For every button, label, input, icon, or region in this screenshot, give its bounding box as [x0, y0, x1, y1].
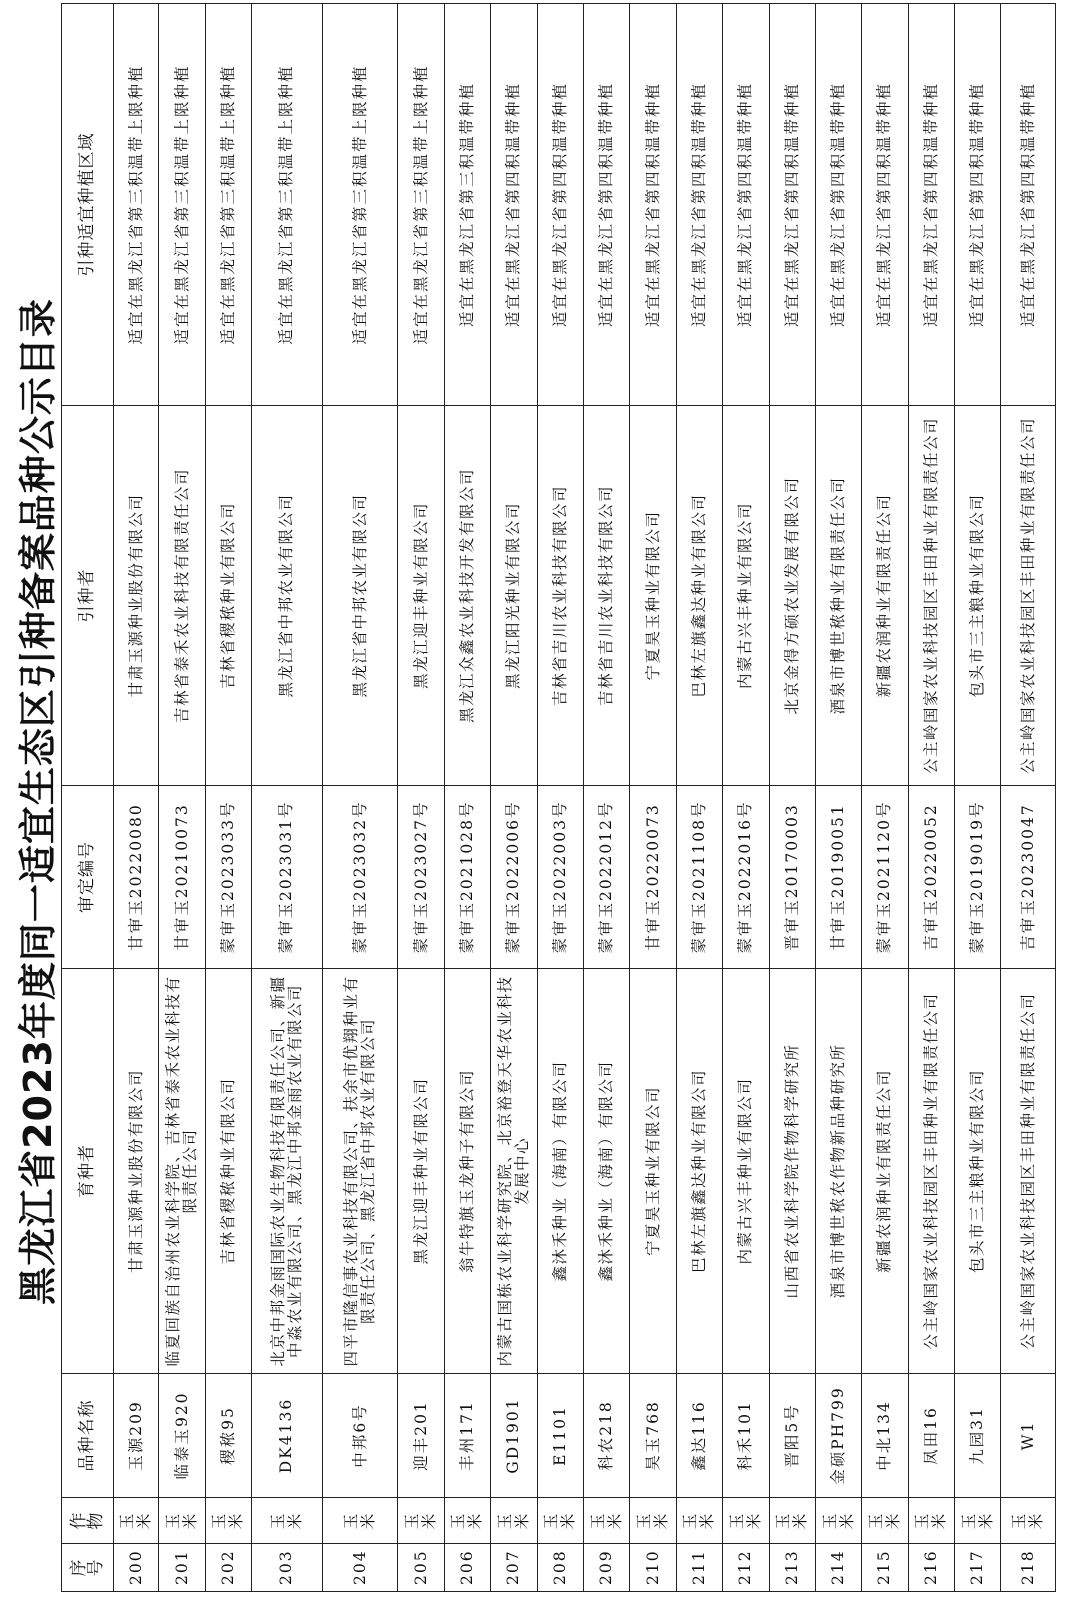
cell-cert: 蒙审玉2022003号	[537, 786, 583, 969]
cell-breeder: 四平市隆信事农业科技有限公司、扶余市优翔种业有限责任公司、黑龙江省中邦农业有限公司	[322, 969, 398, 1374]
cell-introducer: 黑龙江迎丰种业有限公司	[398, 406, 444, 786]
cell-cert: 蒙审玉2021108号	[676, 786, 722, 969]
page-title: 黑龙江省2023年度同一适宜生态区引种备案品种公示目录	[15, 297, 60, 1305]
cell-crop: 玉米	[205, 1498, 251, 1544]
cell-region: 适宜在黑龙江省第四积温带种植	[537, 4, 583, 406]
cell-no: 216	[908, 1544, 954, 1592]
cell-breeder: 鑫沐禾种业（海南）有限公司	[537, 969, 583, 1374]
cell-crop: 玉米	[955, 1498, 1001, 1544]
cell-introducer: 黑龙江阳光种业有限公司	[491, 406, 537, 786]
cell-region: 适宜在黑龙江省第四积温带种植	[862, 4, 908, 406]
cell-cert: 吉审玉20230047	[1001, 786, 1056, 969]
cell-introducer: 新疆农润种业有限责任公司	[862, 406, 908, 786]
cell-cert: 蒙审玉2022012号	[583, 786, 629, 969]
cell-breeder: 宁夏昊玉种业有限公司	[630, 969, 676, 1374]
rotated-table-container	[61, 4, 1056, 1592]
cell-no: 218	[1001, 1544, 1056, 1592]
table-row	[908, 4, 954, 1592]
cell-cert: 蒙审玉2022006号	[491, 786, 537, 969]
cell-crop: 玉米	[1001, 1498, 1056, 1544]
cell-variety: 金硕PH799	[815, 1374, 861, 1498]
cell-cert: 蒙审玉2019019号	[955, 786, 1001, 969]
cell-variety: 稷秾95	[205, 1374, 251, 1498]
cell-breeder: 内蒙古国栋农业科学研究院、北京裕登天华农业科技发展中心	[491, 969, 537, 1374]
table-row	[114, 4, 159, 1592]
cell-cert: 吉审玉20220052	[908, 786, 954, 969]
cell-variety: 九园31	[955, 1374, 1001, 1498]
cell-no: 214	[815, 1544, 861, 1592]
cell-breeder: 新疆农润种业有限责任公司	[862, 969, 908, 1374]
cell-cert: 蒙审玉2023027号	[398, 786, 444, 969]
cell-region: 适宜在黑龙江省第四积温带种植	[769, 4, 815, 406]
cell-variety: 鑫达116	[676, 1374, 722, 1498]
cell-variety: E1101	[537, 1374, 583, 1498]
cell-crop: 玉米	[159, 1498, 205, 1544]
cell-no: 212	[723, 1544, 769, 1592]
cell-introducer: 黑龙江省中邦农业有限公司	[252, 406, 323, 786]
header-crop: 作物	[62, 1498, 114, 1544]
cell-crop: 玉米	[491, 1498, 537, 1544]
cell-crop: 玉米	[723, 1498, 769, 1544]
cell-no: 207	[491, 1544, 537, 1592]
cell-variety: 中邦6号	[322, 1374, 398, 1498]
header-region: 引种适宜种植区域	[62, 4, 114, 406]
cell-cert: 蒙审玉2023031号	[252, 786, 323, 969]
cell-crop: 玉米	[114, 1498, 159, 1544]
cell-no: 210	[630, 1544, 676, 1592]
variety-table	[61, 3, 1056, 1592]
cell-crop: 玉米	[676, 1498, 722, 1544]
cell-region: 适宜在黑龙江省第三积温带上限种植	[322, 4, 398, 406]
table-row	[322, 4, 398, 1592]
cell-region: 适宜在黑龙江省第三积温带上限种植	[114, 4, 159, 406]
cell-breeder: 山西省农业科学院作物科学研究所	[769, 969, 815, 1374]
table-row	[862, 4, 908, 1592]
table-row	[676, 4, 722, 1592]
cell-crop: 玉米	[769, 1498, 815, 1544]
cell-no: 209	[583, 1544, 629, 1592]
header-variety: 品种名称	[62, 1374, 114, 1498]
cell-crop: 玉米	[252, 1498, 323, 1544]
cell-variety: 凤田16	[908, 1374, 954, 1498]
table-row	[769, 4, 815, 1592]
table-row	[630, 4, 676, 1592]
cell-introducer: 甘肃玉源种业股份有限公司	[114, 406, 159, 786]
cell-no: 215	[862, 1544, 908, 1592]
cell-no: 211	[676, 1544, 722, 1592]
cell-crop: 玉米	[862, 1498, 908, 1544]
cell-variety: W1	[1001, 1374, 1056, 1498]
cell-no: 202	[205, 1544, 251, 1592]
table-row	[159, 4, 205, 1592]
cell-region: 适宜在黑龙江省第四积温带种植	[723, 4, 769, 406]
table-row	[583, 4, 629, 1592]
table-row	[723, 4, 769, 1592]
cell-crop: 玉米	[398, 1498, 444, 1544]
cell-no: 201	[159, 1544, 205, 1592]
cell-cert: 甘审玉20220073	[630, 786, 676, 969]
cell-cert: 甘审玉20190051	[815, 786, 861, 969]
cell-breeder: 黑龙江迎丰种业有限公司	[398, 969, 444, 1374]
cell-breeder: 酒泉市博世秾农作物新品种研究所	[815, 969, 861, 1374]
cell-introducer: 吉林省吉川农业科技有限公司	[537, 406, 583, 786]
cell-region: 适宜在黑龙江省第四积温带种植	[955, 4, 1001, 406]
table-row	[205, 4, 251, 1592]
cell-introducer: 吉林省吉川农业科技有限公司	[583, 406, 629, 786]
cell-breeder: 临夏回族自治州农业科学院、吉林省泰禾农业科技有限责任公司	[159, 969, 205, 1374]
table-row	[491, 4, 537, 1592]
cell-no: 217	[955, 1544, 1001, 1592]
cell-region: 适宜在黑龙江省第三积温带上限种植	[398, 4, 444, 406]
cell-variety: 玉源209	[114, 1374, 159, 1498]
cell-cert: 蒙审玉2023032号	[322, 786, 398, 969]
cell-cert: 蒙审玉2021028号	[444, 786, 490, 969]
cell-variety: 科农218	[583, 1374, 629, 1498]
cell-region: 适宜在黑龙江省第四积温带种植	[908, 4, 954, 406]
cell-breeder: 内蒙古兴丰种业有限公司	[723, 969, 769, 1374]
cell-breeder: 翁牛特旗玉龙种子有限公司	[444, 969, 490, 1374]
cell-cert: 蒙审玉2023033号	[205, 786, 251, 969]
cell-no: 200	[114, 1544, 159, 1592]
cell-breeder: 公主岭国家农业科技园区丰田种业有限责任公司	[908, 969, 954, 1374]
cell-introducer: 公主岭国家农业科技园区丰田种业有限责任公司	[1001, 406, 1056, 786]
cell-no: 213	[769, 1544, 815, 1592]
header-row	[62, 4, 114, 1592]
cell-variety: 科禾101	[723, 1374, 769, 1498]
cell-variety: 迎丰201	[398, 1374, 444, 1498]
cell-crop: 玉米	[583, 1498, 629, 1544]
cell-breeder: 鑫沐禾种业（海南）有限公司	[583, 969, 629, 1374]
cell-breeder: 公主岭国家农业科技园区丰田种业有限责任公司	[1001, 969, 1056, 1374]
cell-breeder: 巴林左旗鑫达种业有限公司	[676, 969, 722, 1374]
cell-introducer: 北京金得方硕农业发展有限公司	[769, 406, 815, 786]
cell-introducer: 公主岭国家农业科技园区丰田种业有限责任公司	[908, 406, 954, 786]
cell-region: 适宜在黑龙江省第四积温带种植	[583, 4, 629, 406]
cell-variety: 晋阳5号	[769, 1374, 815, 1498]
cell-variety: 中北134	[862, 1374, 908, 1498]
cell-breeder: 包头市三主粮种业有限公司	[955, 969, 1001, 1374]
cell-variety: 丰州171	[444, 1374, 490, 1498]
cell-introducer: 吉林省稷秾种业有限公司	[205, 406, 251, 786]
table-row	[537, 4, 583, 1592]
table-row	[444, 4, 490, 1592]
table-row	[955, 4, 1001, 1592]
cell-region: 适宜在黑龙江省第三积温带种植	[444, 4, 490, 406]
cell-no: 204	[322, 1544, 398, 1592]
cell-crop: 玉米	[322, 1498, 398, 1544]
cell-cert: 蒙审玉2022016号	[723, 786, 769, 969]
cell-region: 适宜在黑龙江省第三积温带上限种植	[205, 4, 251, 406]
table-row	[252, 4, 323, 1592]
cell-breeder: 吉林省稷秾种业有限公司	[205, 969, 251, 1374]
cell-no: 206	[444, 1544, 490, 1592]
table-row	[1001, 4, 1056, 1592]
cell-variety: 临泰玉920	[159, 1374, 205, 1498]
cell-variety: GD1901	[491, 1374, 537, 1498]
header-introducer: 引种者	[62, 406, 114, 786]
cell-crop: 玉米	[444, 1498, 490, 1544]
cell-crop: 玉米	[908, 1498, 954, 1544]
cell-introducer: 包头市三主粮种业有限公司	[955, 406, 1001, 786]
cell-cert: 甘审玉20220080	[114, 786, 159, 969]
cell-cert: 甘审玉20210073	[159, 786, 205, 969]
cell-breeder: 北京中邦金雨国际农业生物科技有限责任公司、新疆中淼农业有限公司、黑龙江中邦金雨农业有限公司	[252, 969, 323, 1374]
cell-variety: 昊玉768	[630, 1374, 676, 1498]
cell-region: 适宜在黑龙江省第四积温带种植	[491, 4, 537, 406]
header-cert: 审定编号	[62, 786, 114, 969]
table-row	[398, 4, 444, 1592]
cell-region: 适宜在黑龙江省第三积温带上限种植	[252, 4, 323, 406]
cell-region: 适宜在黑龙江省第四积温带种植	[815, 4, 861, 406]
cell-introducer: 内蒙古兴丰种业有限公司	[723, 406, 769, 786]
header-no: 序号	[62, 1544, 114, 1592]
table-row	[815, 4, 861, 1592]
cell-cert: 晋审玉20170003	[769, 786, 815, 969]
cell-variety: DK4136	[252, 1374, 323, 1498]
cell-no: 203	[252, 1544, 323, 1592]
cell-crop: 玉米	[537, 1498, 583, 1544]
cell-crop: 玉米	[630, 1498, 676, 1544]
cell-no: 208	[537, 1544, 583, 1592]
cell-introducer: 巴林左旗鑫达种业有限公司	[676, 406, 722, 786]
cell-region: 适宜在黑龙江省第四积温带种植	[630, 4, 676, 406]
cell-introducer: 吉林省泰禾农业科技有限责任公司	[159, 406, 205, 786]
cell-cert: 蒙审玉2021120号	[862, 786, 908, 969]
cell-introducer: 宁夏昊玉种业有限公司	[630, 406, 676, 786]
cell-introducer: 黑龙江众鑫农业科技开发有限公司	[444, 406, 490, 786]
cell-no: 205	[398, 1544, 444, 1592]
cell-region: 适宜在黑龙江省第三积温带上限种植	[159, 4, 205, 406]
cell-region: 适宜在黑龙江省第四积温带种植	[676, 4, 722, 406]
cell-region: 适宜在黑龙江省第四积温带种植	[1001, 4, 1056, 406]
header-breeder: 育种者	[62, 969, 114, 1374]
cell-introducer: 黑龙江省中邦农业有限公司	[322, 406, 398, 786]
cell-introducer: 酒泉市博世秾种业有限责任公司	[815, 406, 861, 786]
cell-breeder: 甘肃玉源种业股份有限公司	[114, 969, 159, 1374]
cell-crop: 玉米	[815, 1498, 861, 1544]
